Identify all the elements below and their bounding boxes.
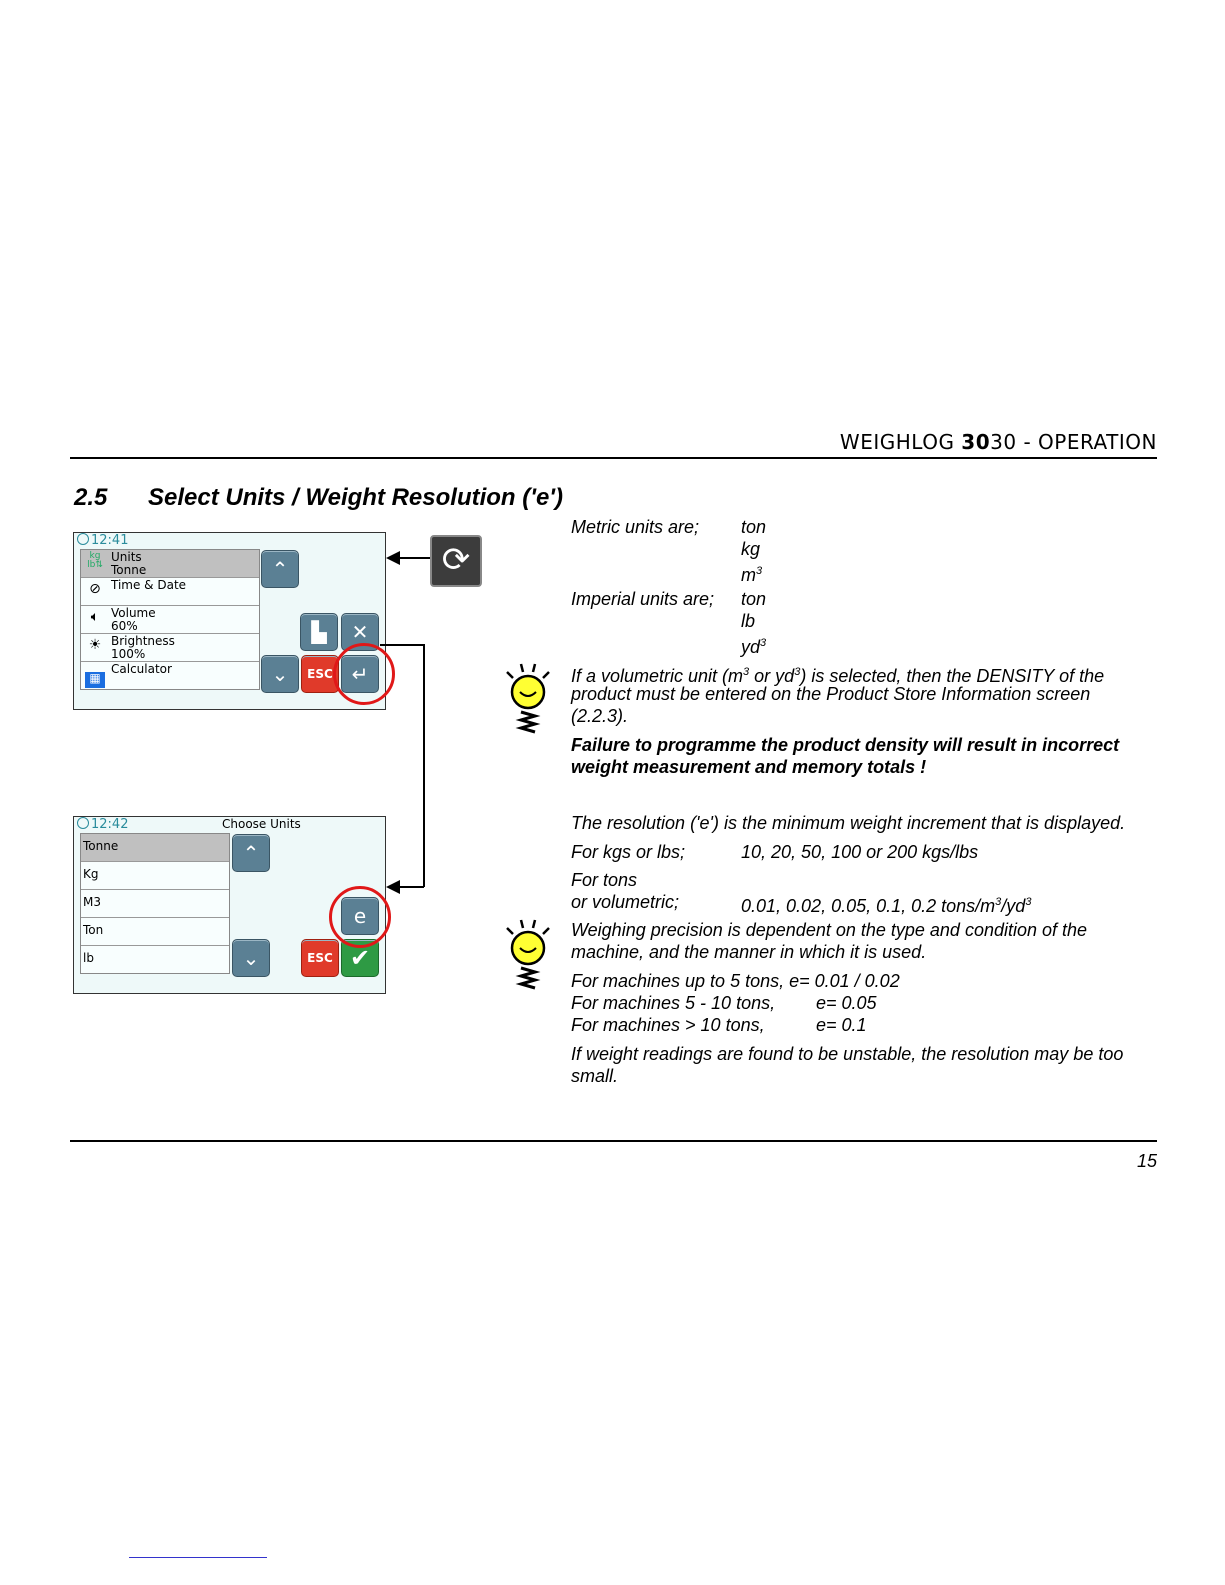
unit-option-lb[interactable] bbox=[81, 946, 229, 973]
scroll-up-button[interactable] bbox=[232, 834, 270, 872]
lightbulb-icon bbox=[503, 662, 553, 742]
tip-text: or yd bbox=[749, 666, 795, 686]
chevron-down-icon: ⌄ bbox=[271, 662, 289, 686]
chevron-up-icon: ⌃ bbox=[242, 841, 260, 865]
scroll-down-button[interactable] bbox=[232, 939, 270, 977]
menu-item-label: Calculator bbox=[111, 662, 172, 676]
resolution-kgs-label: For kgs or lbs; bbox=[571, 842, 686, 862]
clock-icon bbox=[77, 533, 89, 545]
connector-line bbox=[400, 886, 424, 888]
footer-rule bbox=[70, 1140, 1157, 1142]
arrow-head bbox=[386, 880, 400, 894]
menu-item-value: Tonne bbox=[111, 563, 147, 577]
menu-item-label: Units bbox=[111, 550, 142, 564]
unstable-line1: If weight readings are found to be unstable, the resolution may be too bbox=[571, 1044, 1124, 1064]
superscript: 3 bbox=[794, 666, 801, 678]
tools-icon: ✕ bbox=[351, 620, 369, 644]
menu-item-calculator[interactable] bbox=[81, 662, 259, 689]
connector-line bbox=[380, 644, 424, 646]
unit-option-tonne[interactable] bbox=[81, 834, 229, 862]
refresh-button[interactable] bbox=[430, 535, 482, 587]
unit-option-label: M3 bbox=[83, 895, 101, 909]
speaker-icon: 🔈︎ bbox=[90, 609, 100, 625]
imperial-unit-yd3 bbox=[741, 632, 766, 658]
tip-volumetric-line2: product must be entered on the Product Store Information screen bbox=[571, 684, 1091, 704]
unit-text: yd bbox=[741, 637, 761, 657]
menu-item-value: 60% bbox=[111, 619, 138, 633]
menu-item-value: 100% bbox=[111, 647, 146, 661]
resolution-text: /yd bbox=[1001, 896, 1026, 916]
tip-text: ) is selected, then the DENSITY of the bbox=[800, 666, 1105, 686]
document-header bbox=[830, 430, 1157, 454]
chevron-down-icon: ⌄ bbox=[242, 946, 260, 970]
metric-unit-kg: kg bbox=[741, 539, 761, 559]
precision-line2: machine, and the manner in which it is used. bbox=[571, 942, 927, 962]
enter-icon: ↵ bbox=[351, 662, 369, 686]
unit-option-ton[interactable] bbox=[81, 918, 229, 946]
menu-item-label: Volume bbox=[111, 606, 156, 620]
menu-item-time-date[interactable] bbox=[81, 578, 259, 606]
machine-resolution-3-value: e= 0.1 bbox=[816, 1015, 867, 1035]
section-title: Select Units / Weight Resolution ('e') bbox=[148, 484, 564, 511]
resolution-kgs-values: 10, 20, 50, 100 or 200 kgs/lbs bbox=[741, 842, 979, 862]
superscript: 3 bbox=[756, 565, 763, 577]
section-number: 2.5 bbox=[74, 484, 108, 511]
resolution-tons-values bbox=[741, 891, 1031, 917]
unstable-line2: small. bbox=[571, 1066, 619, 1086]
esc-label: ESC bbox=[307, 951, 333, 965]
menu-item-units[interactable] bbox=[81, 550, 259, 578]
chevron-up-icon: ⌃ bbox=[271, 557, 289, 581]
unit-option-label: Tonne bbox=[83, 839, 119, 853]
lightbulb-icon bbox=[503, 918, 553, 998]
resolution-volumetric-label: or volumetric; bbox=[571, 892, 680, 912]
menu-item-volume[interactable] bbox=[81, 606, 259, 634]
metric-unit-m3 bbox=[741, 560, 762, 586]
connector-line bbox=[423, 644, 425, 887]
unit-option-label: Kg bbox=[83, 867, 99, 881]
highlight-circle bbox=[333, 643, 395, 705]
unit-option-label: lb bbox=[83, 951, 94, 965]
superscript: 3 bbox=[743, 666, 750, 678]
unit-option-label: Ton bbox=[83, 923, 104, 937]
esc-button[interactable] bbox=[301, 939, 339, 977]
factory-button[interactable] bbox=[300, 613, 338, 651]
machine-resolution-2-label: For machines 5 - 10 tons, bbox=[571, 993, 776, 1013]
machine-resolution-2-value: e= 0.05 bbox=[816, 993, 877, 1013]
header-rule bbox=[70, 457, 1157, 459]
metric-units-label: Metric units are; bbox=[571, 517, 700, 537]
screen-clock bbox=[77, 533, 128, 548]
header-bold-text: 30 bbox=[961, 430, 991, 454]
unit-option-m3[interactable] bbox=[81, 890, 229, 918]
machine-resolution-3-label: For machines > 10 tons, bbox=[571, 1015, 765, 1035]
brightness-icon: ☀ bbox=[88, 637, 102, 653]
metric-unit-ton: ton bbox=[741, 517, 767, 537]
menu-item-label: Time & Date bbox=[111, 578, 187, 592]
resolution-intro: The resolution ('e') is the minimum weight increment that is displayed. bbox=[571, 813, 1126, 833]
units-icon: kg lb⇅ bbox=[87, 551, 103, 570]
imperial-units-label: Imperial units are; bbox=[571, 589, 715, 609]
checkmark-icon: ✔ bbox=[349, 944, 371, 972]
screen-clock bbox=[77, 817, 128, 832]
unit-text: m bbox=[741, 565, 756, 585]
clock-time: 12:42 bbox=[91, 817, 129, 832]
connector-line bbox=[400, 557, 430, 559]
resolution-text: 0.01, 0.02, 0.05, 0.1, 0.2 tons/m bbox=[741, 896, 996, 916]
warning-line2: weight measurement and memory totals ! bbox=[571, 757, 927, 777]
unit-option-kg[interactable] bbox=[81, 862, 229, 890]
machine-resolution-1: For machines up to 5 tons, e= 0.01 / 0.02 bbox=[571, 971, 900, 991]
scroll-down-button[interactable] bbox=[261, 655, 299, 693]
tip-text: If a volumetric unit (m bbox=[571, 666, 744, 686]
imperial-unit-ton: ton bbox=[741, 589, 767, 609]
esc-label: ESC bbox=[307, 667, 333, 681]
superscript: 3 bbox=[1025, 896, 1032, 908]
menu-item-label: Brightness bbox=[111, 634, 175, 648]
clock-time: 12:41 bbox=[91, 533, 129, 548]
menu-item-brightness[interactable] bbox=[81, 634, 259, 662]
imperial-unit-lb: lb bbox=[741, 611, 756, 631]
tip-volumetric-line3: (2.2.3). bbox=[571, 706, 629, 726]
arrow-head bbox=[386, 551, 400, 565]
page-number: 15 bbox=[1136, 1151, 1157, 1171]
superscript: 3 bbox=[760, 637, 767, 649]
hyperlink-underline[interactable] bbox=[129, 1557, 267, 1558]
refresh-icon: ⟳ bbox=[441, 541, 471, 579]
resolution-tons-label: For tons bbox=[571, 870, 638, 890]
factory-icon: ▙ bbox=[311, 620, 327, 644]
units-list bbox=[80, 833, 230, 974]
e-icon: e bbox=[353, 904, 367, 928]
warning-line1: Failure to programme the product density will result in incorrect bbox=[571, 735, 1120, 755]
screen-title: Choose Units bbox=[222, 817, 301, 831]
header-text-suffix: 30 - OPERATION bbox=[990, 430, 1157, 454]
settings-menu bbox=[80, 549, 260, 690]
clock-icon bbox=[77, 817, 89, 829]
superscript: 3 bbox=[995, 896, 1002, 908]
calculator-icon: ▦ bbox=[85, 672, 105, 688]
highlight-circle bbox=[329, 886, 391, 948]
precision-line1: Weighing precision is dependent on the type and condition of the bbox=[571, 920, 1088, 940]
scroll-up-button[interactable] bbox=[261, 550, 299, 588]
clock-icon: ⊘ bbox=[89, 581, 101, 597]
header-text: WEIGHLOG bbox=[839, 430, 962, 454]
